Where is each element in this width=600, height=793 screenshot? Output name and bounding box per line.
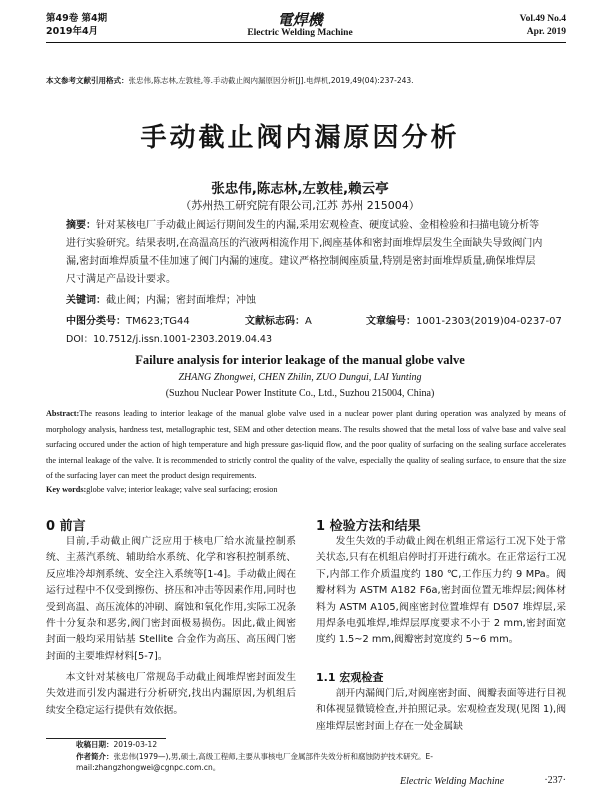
abstract-en-text: The reasons leading to interior leakage of the manual globe valve used in a nuclear power plant during operation was analyzed by means of morphology analysis, hardness test, metallographic test, SEM and other detection means. The results showed that the metal loss of valve base and valve seal surfacing occured under the action of high temperature and high pressure gas-liquid flow, and the poor quality of surfacing on the sealing surface accelerates the internal leakage of the valve. It is recommended to strictly control the quality of the valve, especially the quality of sealing surface, to ensure that the size of the surfacing layer can meet the product design requirements. — [46, 409, 566, 480]
keywords-en-label: Key words: — [46, 485, 87, 494]
citation-label: 本文参考文献引用格式： — [46, 76, 129, 85]
doc-code-value: A — [305, 316, 312, 327]
title-cn: 手动截止阀内漏原因分析 — [140, 123, 460, 153]
doc-code — [245, 312, 312, 327]
section-1-heading: 1 检验方法和结果 — [316, 519, 421, 534]
authors-cn: 张忠伟,陈志林,左敦桂,赖云亭 — [211, 181, 389, 197]
page-number: ·237· — [544, 775, 566, 786]
clc-value: TM623;TG44 — [126, 316, 190, 327]
volume-issue-cn: 第49卷 第4期 — [46, 13, 108, 24]
keywords-cn-label: 关键词： — [66, 295, 106, 306]
section-1-para-1: 发生失效的手动截止阀在机组正常运行工况下处于常关状态,只有在机组启停时打开进行疏水。在正常运行工况下,内部工作介质温度约 180 ℃,工作压力约 9 MPa。阀瓣材料为 ASTM A182 F6a,密封面位置无堆焊层;阀体材料为 ASTM A105,阀座密封位置堆焊有 D507 堆焊层,采用焊条电弧堆焊,堆焊层厚度要求不小于 2 mm,密封面宽度约 1.5~2 mm,阀瓣密封宽度约 5~6 mm。 — [316, 536, 566, 646]
section-0-para-1: 目前,手动截止阀广泛应用于核电厂给水流量控制系统、主蒸汽系统、辅助给水系统、化学和容积控制系统、反应堆冷却剂系统、安全注入系统等[1-4]。手动截止阀在运行过程中不仅受到擦伤、挤压和冲击等因素作用,同时也受到高温、高压流体的冲刷、腐蚀和氧化作用,实际工况条件十分复杂和恶劣,阀门密封面极易损伤。因此,截止阀密封面一般均采用钴基 Stellite 合金作为高压、高压阀门密封面的主要堆焊材料[5-7]。 — [46, 536, 296, 662]
affiliation-en: (Suzhou Nuclear Power Institute Co., Ltd., Suzhou 215004, China) — [165, 388, 435, 399]
author-bio-text: 张忠伟(1979—),男,硕士,高级工程师,主要从事核电厂金属部件失效分析和腐蚀防护技术研究。E-mail:zhangzhongwei@cgnpc.com.cn。 — [76, 752, 433, 772]
authors-en: ZHANG Zhongwei, CHEN Zhilin, ZUO Dungui, LAI Yunting — [178, 372, 422, 383]
affiliation-cn: （苏州热工研究院有限公司,江苏 苏州 215004） — [180, 199, 420, 212]
date-en: Apr. 2019 — [526, 27, 566, 37]
volume-issue-en: Vol.49 No.4 — [519, 14, 566, 24]
footnote-rule — [46, 738, 166, 739]
article-number-label: 文章编号： — [366, 316, 416, 327]
abstract-cn — [66, 217, 544, 289]
author-bio-label: 作者简介： — [76, 752, 114, 761]
doi: DOI：10.7512/j.issn.1001-2303.2019.04.43 — [66, 334, 273, 345]
footer-journal-script: Electric Welding Machine — [400, 776, 505, 787]
date-cn: 2019年4月 — [46, 26, 99, 37]
author-bio — [76, 751, 566, 773]
abstract-en — [46, 406, 566, 484]
doc-code-label: 文献标志码： — [245, 316, 305, 327]
article-number — [366, 312, 562, 327]
section-1-para-2: 剖开内漏阀门后,对阀座密封面、阀瓣表面等进行目视和体视显微镜检查,并拍照记录。宏观检查发现(见图 1),阀座堆焊层密封面上存在一处金属缺 — [316, 688, 566, 732]
keywords-en — [46, 482, 566, 498]
citation — [46, 76, 566, 86]
article-number-value: 1001-2303(2019)04-0237-07 — [416, 316, 562, 327]
abstract-cn-text: 针对某核电厂手动截止阀运行期间发生的内漏,采用宏观检查、硬度试验、金相检验和扫描电镜分析等进行实验研究。结果表明,在高温高压的汽液两相流作用下,阀座基体和密封面堆焊层发生全面缺失导致阀门内漏,密封面堆焊质量不佳加速了阀门内漏的速度。建议严格控制阀座质量,特别是密封面堆焊质量,确保堆焊层尺寸满足产品设计要求。 — [66, 220, 543, 285]
section-0-heading: 0 前言 — [46, 519, 86, 534]
section-0-para-2: 本文针对某核电厂常规岛手动截止阀堆焊密封面发生失效进而引发内漏进行分析研究,找出内漏原因,为机组后续安全稳定运行提供有效依据。 — [46, 672, 296, 716]
section-1-1-heading: 1.1 宏观检查 — [316, 671, 384, 684]
keywords-cn — [66, 292, 544, 310]
keywords-cn-text: 截止阀；内漏；密封面堆焊；冲蚀 — [106, 295, 256, 306]
journal-logo: 電焊機 — [277, 11, 323, 29]
title-en: Failure analysis for interior leakage of the manual globe valve — [135, 353, 465, 367]
clc-label: 中图分类号： — [66, 316, 126, 327]
citation-text: 张忠伟,陈志林,左敦桂,等.手动截止阀内漏原因分析[J].电焊机,2019,49(04):237-243. — [128, 76, 414, 85]
received-value: 2019-03-12 — [113, 740, 158, 749]
header-rule — [46, 42, 566, 43]
abstract-en-label: Abstract: — [46, 409, 80, 418]
received-label: 收稿日期： — [76, 740, 114, 749]
abstract-cn-label: 摘要： — [66, 220, 96, 231]
keywords-en-text: globe valve; interior leakage; valve seal surfacing; erosion — [86, 485, 278, 494]
journal-name-en: Electric Welding Machine — [247, 28, 353, 38]
received-date — [76, 740, 157, 750]
